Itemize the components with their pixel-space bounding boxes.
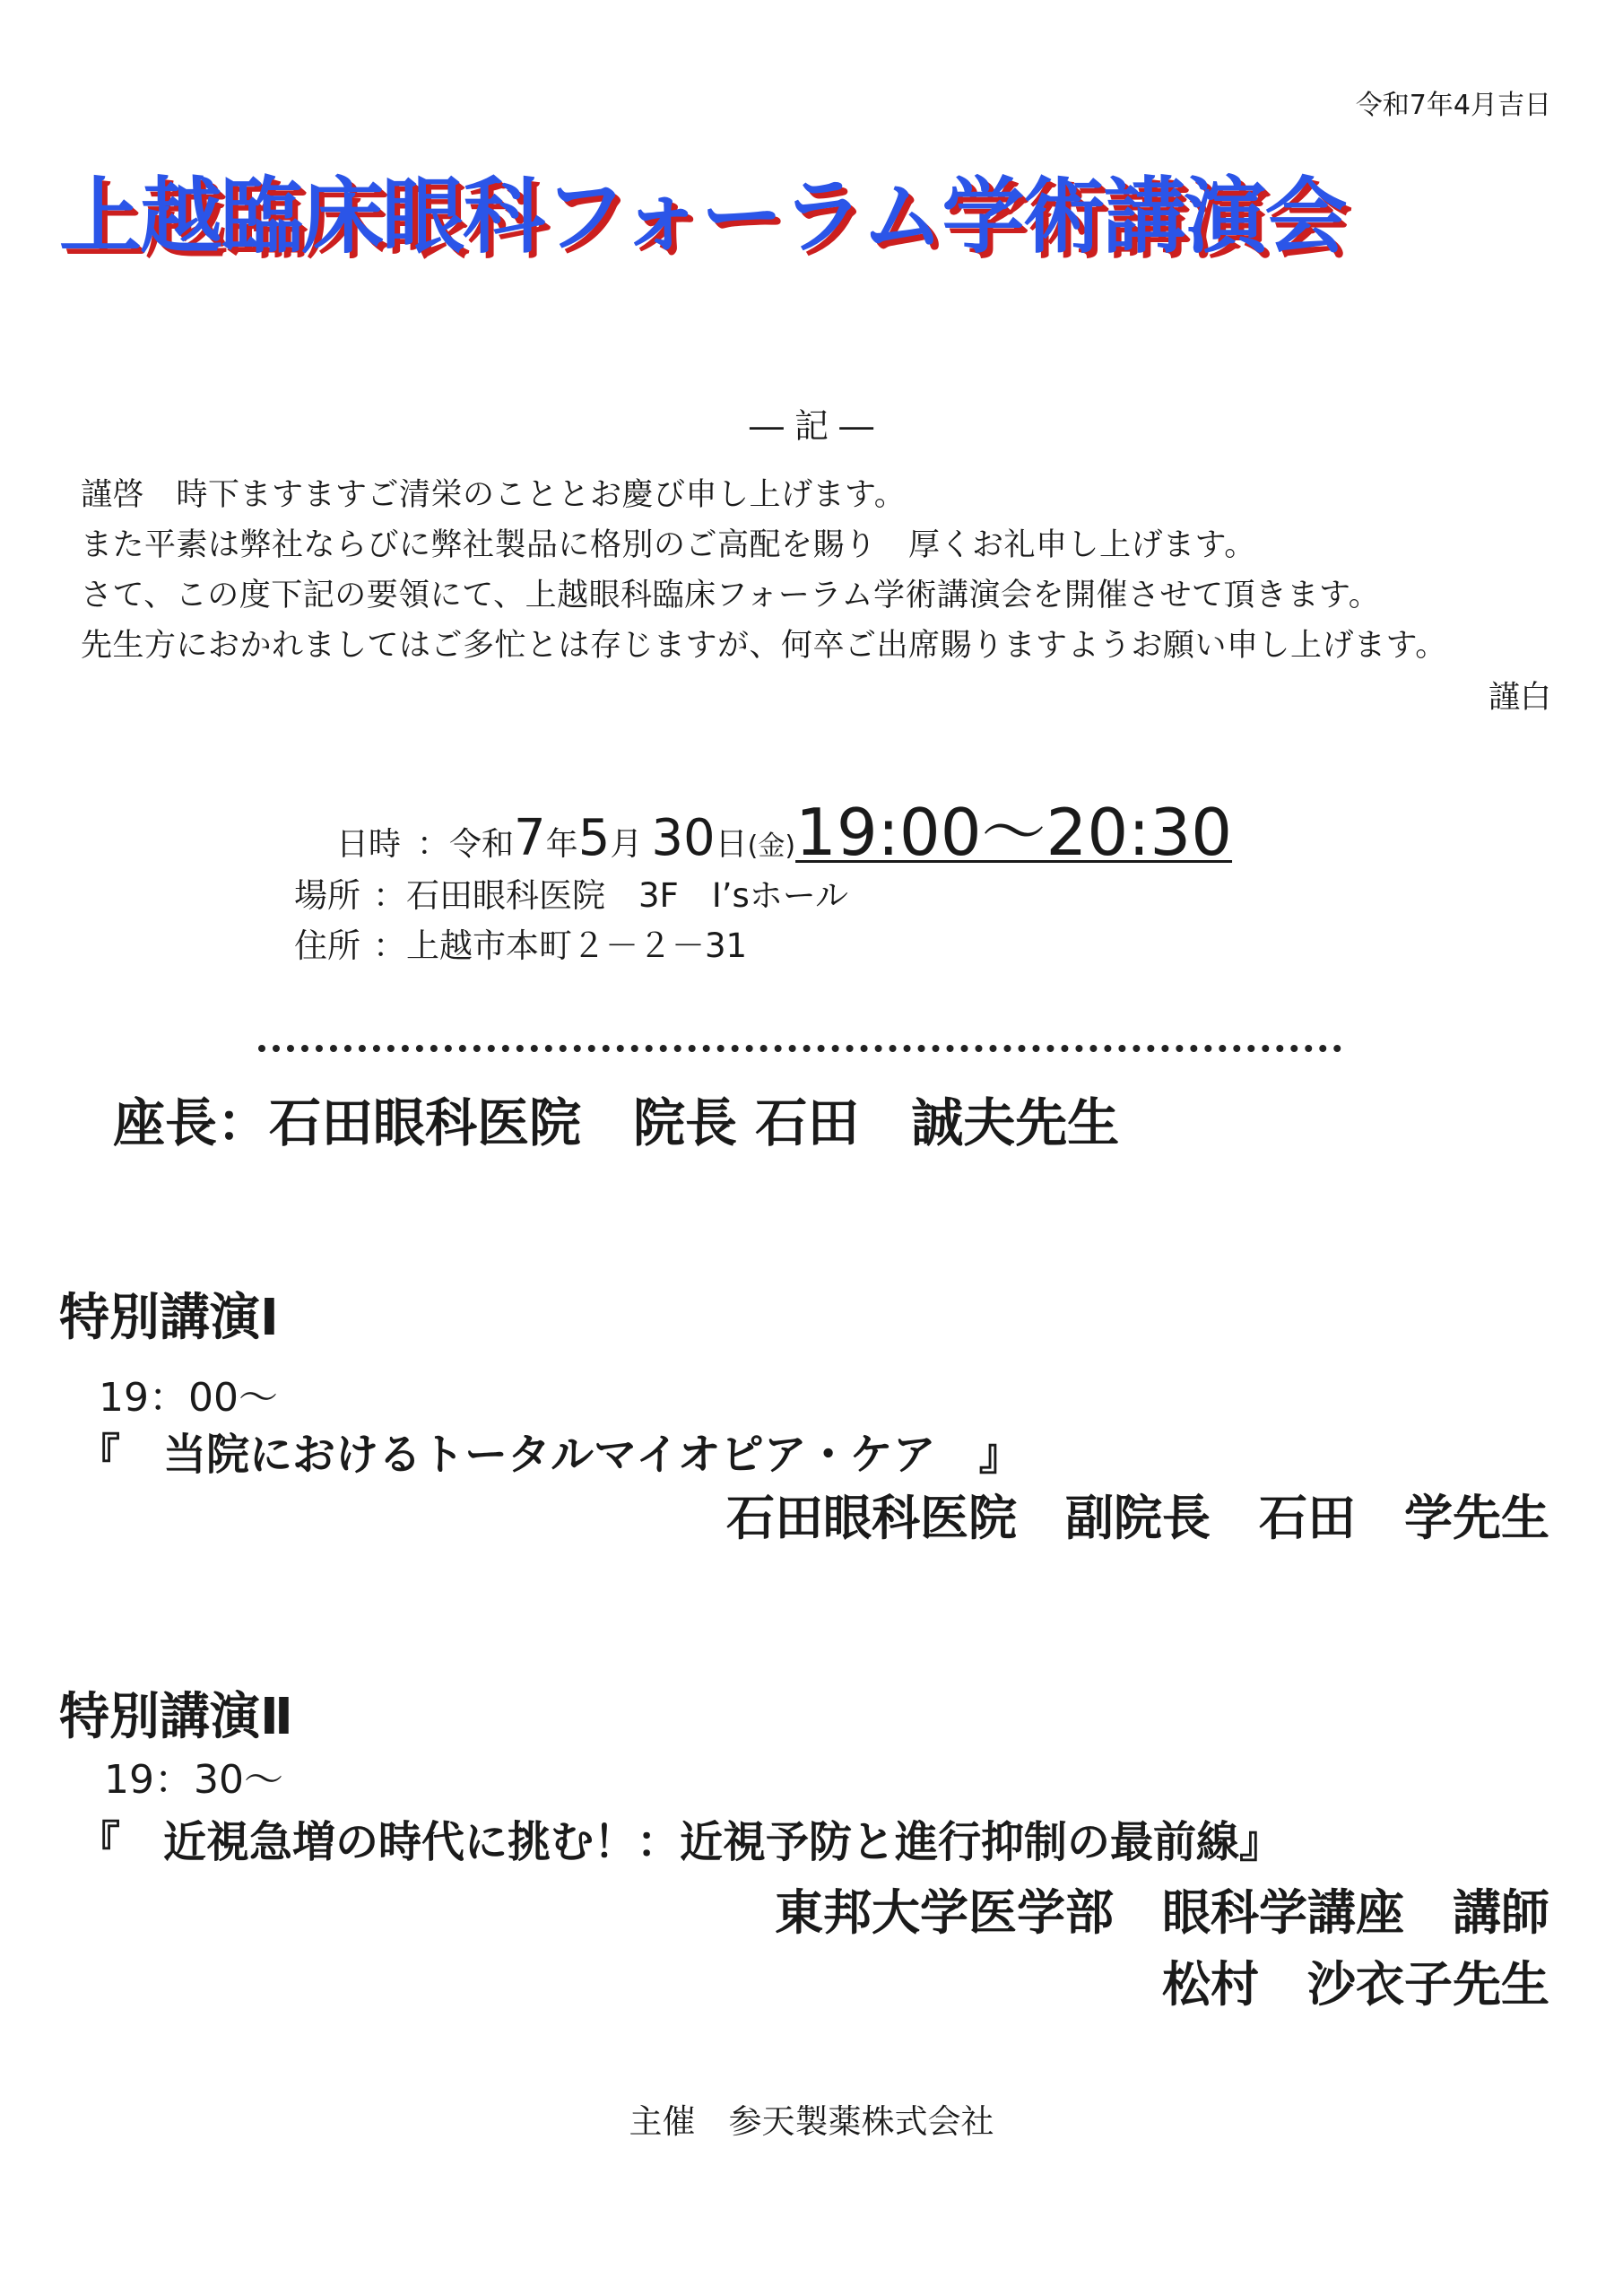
address-value: ：上越市本町２－２－31	[373, 926, 748, 965]
datetime-label: 日時	[336, 826, 402, 863]
datetime-month-unit: 月	[610, 826, 643, 863]
datetime-year-unit: 年	[545, 826, 578, 863]
venue-line	[294, 868, 848, 917]
greeting-line: また平素は弊社ならびに弊社製品に格別のご高配を賜り 厚くお礼申し上げます。	[81, 527, 1256, 563]
ki-heading: ― 記 ―	[749, 406, 874, 446]
address-line	[294, 918, 747, 967]
datetime-year: 7	[514, 809, 546, 867]
lecture2-heading: 特別講演Ⅱ	[59, 1688, 293, 1746]
datetime-day: 30	[651, 809, 716, 867]
page-title: 上越臨床眼科フォーラム学術講演会	[59, 169, 1346, 265]
lecture2-title: 『 近視急増の時代に挑む！：近視予防と進行抑制の最前線』	[77, 1817, 1283, 1867]
greeting-line: さて、この度下記の要領にて、上越眼科臨床フォーラム学術講演会を開催させて頂きます。	[81, 578, 1381, 613]
chair-line: 座長：石田眼科医院 院長 石田 誠夫先生	[113, 1092, 1120, 1153]
event-datetime	[336, 780, 1232, 874]
issue-date: 令和7年4月吉日	[1355, 90, 1551, 121]
lecture2-time: 19：30～	[104, 1757, 283, 1803]
datetime-time: 19:00～20:30	[795, 795, 1233, 870]
closing-text: 謹白	[1488, 680, 1551, 716]
lecture2-speaker-affiliation: 東邦大学医学部 眼科学講座 講師	[775, 1884, 1549, 1941]
dotted-separator	[258, 1045, 1341, 1052]
lecture1-heading: 特別講演Ⅰ	[59, 1289, 279, 1347]
datetime-era: ：令和	[417, 826, 515, 863]
venue-value: ：石田眼科医院 3F I’sホール	[373, 876, 849, 915]
datetime-weekday: (金)	[747, 831, 796, 862]
greeting-line: 謹啓 時下ますますご清栄のこととお慶び申し上げます。	[81, 477, 907, 513]
datetime-day-unit: 日	[715, 826, 748, 863]
lecture1-time: 19：00～	[99, 1375, 278, 1421]
datetime-month: 5	[577, 809, 611, 867]
greeting-line: 先生方におかれましてはご多忙とは存じますが、何卒ご出席賜りますようお願い申し上げます。	[81, 628, 1447, 664]
address-label: 住所	[294, 926, 360, 965]
organizer: 主催 参天製薬株式会社	[629, 2102, 994, 2141]
lecture1-speaker: 石田眼科医院 副院長 石田 学先生	[726, 1490, 1549, 1546]
lecture1-title: 『 当院におけるトータルマイオピア・ケア 』	[77, 1430, 1022, 1480]
lecture2-speaker-name: 松村 沙衣子先生	[1162, 1956, 1549, 2013]
venue-label: 場所	[294, 876, 360, 915]
